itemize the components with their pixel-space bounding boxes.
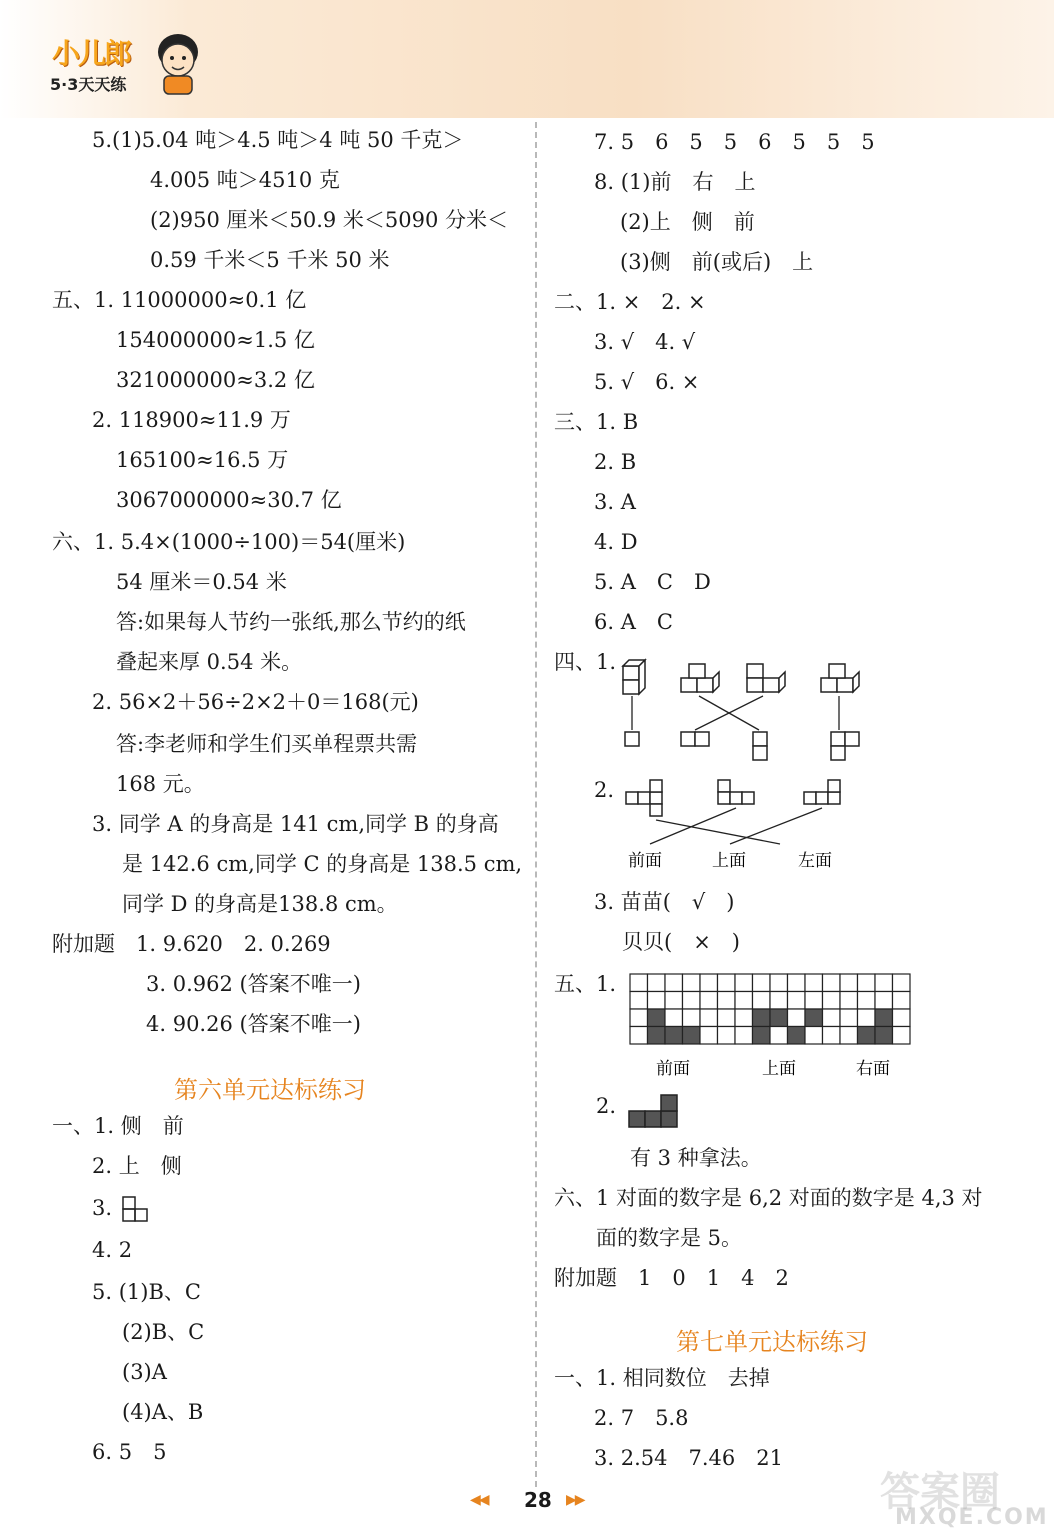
grid-cell: [753, 992, 771, 1010]
grid-cell: [683, 1009, 701, 1027]
grid-cell: [840, 1009, 858, 1027]
answer-line: 是 142.6 cm,同学 C 的身高是 138.5 cm,: [122, 852, 523, 876]
grid-cell: [805, 992, 823, 1010]
grid-cell: [718, 974, 736, 992]
grid-cell: [805, 974, 823, 992]
answer-line: (4)A、B: [122, 1400, 204, 1424]
answer-line: 3. 同学 A 的身高是 141 cm,同学 B 的身高: [92, 812, 499, 836]
grid-cell-filled: [753, 1009, 771, 1027]
cube-matching-figure: [615, 652, 875, 764]
grid-cell-filled: [875, 1009, 893, 1027]
answer-line: 四、1.: [554, 650, 617, 674]
answer-line: 2.: [594, 778, 615, 802]
grid-cell: [823, 1009, 841, 1027]
view-matching-figure: [620, 778, 850, 874]
answer-line: (2)950 厘米＜50.9 米＜5090 分米＜: [150, 208, 509, 232]
grid-cell: [735, 1009, 753, 1027]
grid-cell: [840, 992, 858, 1010]
answer-line: 4. 90.26 (答案不唯一): [146, 1012, 361, 1036]
grid-cell: [823, 992, 841, 1010]
answer-line: 6. 5 5: [92, 1440, 167, 1464]
answer-line: 2. 7 5.8: [594, 1406, 689, 1430]
grid-cell: [735, 1027, 753, 1045]
answer-line: 3. 苗苗( √ ): [594, 890, 735, 914]
unit7-title: 第七单元达标练习: [676, 1328, 868, 1356]
answer-line: 321000000≈3.2 亿: [116, 368, 315, 392]
grid-cell: [700, 1009, 718, 1027]
grid-shape-icon: [628, 1094, 680, 1128]
answer-line: 面的数字是 5。: [596, 1226, 743, 1250]
grid-cell: [788, 974, 806, 992]
grid-cell: [893, 974, 911, 992]
grid-cell: [770, 1027, 788, 1045]
grid-cell: [788, 992, 806, 1010]
answer-line: 168 元。: [116, 772, 205, 796]
answer-line: 一、1. 侧 前: [52, 1114, 184, 1138]
column-divider: [535, 122, 537, 1487]
answer-line: 3067000000≈30.7 亿: [116, 488, 342, 512]
grid-cell: [630, 1009, 648, 1027]
page-number: 28: [524, 1488, 552, 1512]
grid-cell-filled: [665, 1027, 683, 1045]
answer-line: 六、1. 5.4×(1000÷100)＝54(厘米): [52, 530, 406, 554]
answer-line: 附加题 1. 9.620 2. 0.269: [52, 932, 331, 956]
answer-line: 2. B: [594, 450, 637, 474]
answer-line: (3)侧 前(或后) 上: [620, 250, 814, 274]
answer-line: 7. 5 6 5 5 6 5 5 5: [594, 130, 875, 154]
answer-line: (3)A: [122, 1360, 167, 1384]
answer-line: 有 3 种拿法。: [630, 1146, 762, 1170]
answer-line: 3. 2.54 7.46 21: [594, 1446, 783, 1470]
answer-line: 附加题 1 0 1 4 2: [554, 1266, 789, 1290]
answer-line: 4. D: [594, 530, 638, 554]
answer-line: 5. (1)B、C: [92, 1280, 201, 1304]
grid-cell: [893, 1009, 911, 1027]
answer-line: 贝贝( × ): [622, 930, 740, 954]
answer-line: 2. 56×2＋56÷2×2＋0＝168(元): [92, 690, 419, 714]
grid-cell: [648, 974, 666, 992]
grid-cell: [665, 992, 683, 1010]
grid-cell: [718, 1027, 736, 1045]
grid-cell-filled: [770, 1009, 788, 1027]
grid-cell: [630, 1027, 648, 1045]
grid-cell: [665, 974, 683, 992]
logo-subtitle: 5·3天天练: [50, 75, 127, 94]
next-arrow-icon: ▶▶: [566, 1492, 584, 1508]
grid-cell: [840, 1027, 858, 1045]
grid-cell-filled: [753, 1027, 771, 1045]
answer-line: 2.: [596, 1094, 617, 1118]
answer-line: 五、1. 11000000≈0.1 亿: [52, 288, 307, 312]
grid-view-label: 右面: [856, 1059, 890, 1079]
grid-cell-filled: [875, 1027, 893, 1045]
grid-cell: [753, 974, 771, 992]
grid-cell-filled: [788, 1027, 806, 1045]
grid-cell: [735, 974, 753, 992]
watermark-url: MXQE.COM: [895, 1505, 1049, 1530]
grid-views-figure: [628, 972, 914, 1080]
answer-line: 3. √ 4. √: [594, 330, 696, 354]
grid-cell: [823, 974, 841, 992]
answer-line: 4. 2: [92, 1238, 133, 1262]
grid-cell: [893, 992, 911, 1010]
answer-line: 2. 上 侧: [92, 1154, 182, 1178]
answer-line: 五、1.: [554, 972, 617, 996]
grid-cell: [823, 1027, 841, 1045]
mascot-icon: [150, 30, 206, 96]
answer-line: 答:如果每人节约一张纸,那么节约的纸: [116, 610, 466, 634]
answer-line: 6. A C: [594, 610, 673, 634]
grid-cell: [893, 1027, 911, 1045]
grid-cell: [718, 992, 736, 1010]
answer-line: (2)上 侧 前: [620, 210, 755, 234]
grid-cell: [630, 992, 648, 1010]
grid-cell: [683, 992, 701, 1010]
answer-line: 一、1. 相同数位 去掉: [554, 1366, 770, 1390]
answer-line: 3. A: [594, 490, 636, 514]
logo-title: 小儿郎: [52, 37, 131, 70]
grid-cell: [700, 1027, 718, 1045]
answer-line: (2)B、C: [122, 1320, 205, 1344]
grid-cell: [630, 974, 648, 992]
answer-line: 叠起来厚 0.54 米。: [116, 650, 303, 674]
answer-line: 4.005 吨＞4510 克: [150, 168, 340, 192]
answer-line: 54 厘米＝0.54 米: [116, 570, 287, 594]
grid-cell: [648, 992, 666, 1010]
answer-line: 3. 0.962 (答案不唯一): [146, 972, 361, 996]
grid-cell: [718, 1009, 736, 1027]
grid-cell: [770, 992, 788, 1010]
answer-line: 0.59 千米＜5 千米 50 米: [150, 248, 390, 272]
answer-line: 5. √ 6. ×: [594, 370, 700, 394]
grid-cell: [788, 1009, 806, 1027]
answer-line: 5. A C D: [594, 570, 711, 594]
grid-cell-filled: [858, 1027, 876, 1045]
answer-line: 同学 D 的身高是138.8 cm。: [122, 892, 398, 916]
answer-line: 154000000≈1.5 亿: [116, 328, 315, 352]
fig2-label: 左面: [798, 851, 832, 871]
prev-arrow-icon: ◀◀: [470, 1492, 488, 1508]
grid-cell-filled: [648, 1027, 666, 1045]
answer-line: 六、1 对面的数字是 6,2 对面的数字是 4,3 对: [554, 1186, 983, 1210]
grid-cell: [665, 1009, 683, 1027]
answer-line: 答:李老师和学生们买单程票共需: [116, 732, 418, 756]
answer-line: 5.(1)5.04 吨＞4.5 吨＞4 吨 50 千克＞: [92, 128, 464, 152]
fig2-label: 上面: [712, 851, 746, 871]
grid-cell: [683, 974, 701, 992]
grid-cell: [770, 974, 788, 992]
grid-cell: [700, 992, 718, 1010]
grid-cell: [700, 974, 718, 992]
answer-line: 二、1. × 2. ×: [554, 290, 706, 314]
grid-cell: [858, 1009, 876, 1027]
grid-view-label: 上面: [762, 1059, 796, 1079]
view-shape-icon: [122, 1196, 152, 1222]
answer-line: 三、1. B: [554, 410, 639, 434]
grid-cell: [840, 974, 858, 992]
grid-view-label: 前面: [656, 1059, 690, 1079]
grid-cell-filled: [805, 1009, 823, 1027]
answer-line: 3.: [92, 1196, 113, 1220]
grid-cell: [875, 992, 893, 1010]
grid-cell: [735, 992, 753, 1010]
unit6-title: 第六单元达标练习: [174, 1076, 366, 1104]
grid-cell-filled: [648, 1009, 666, 1027]
answer-line: 2. 118900≈11.9 万: [92, 408, 291, 432]
watermark-logo: 答案圈: [880, 1469, 1000, 1515]
grid-cell: [858, 992, 876, 1010]
fig2-label: 前面: [628, 851, 662, 871]
answer-line: 8. (1)前 右 上: [594, 170, 756, 194]
grid-cell: [858, 974, 876, 992]
answer-line: 165100≈16.5 万: [116, 448, 289, 472]
grid-cell: [805, 1027, 823, 1045]
grid-cell-filled: [683, 1027, 701, 1045]
grid-cell: [875, 974, 893, 992]
